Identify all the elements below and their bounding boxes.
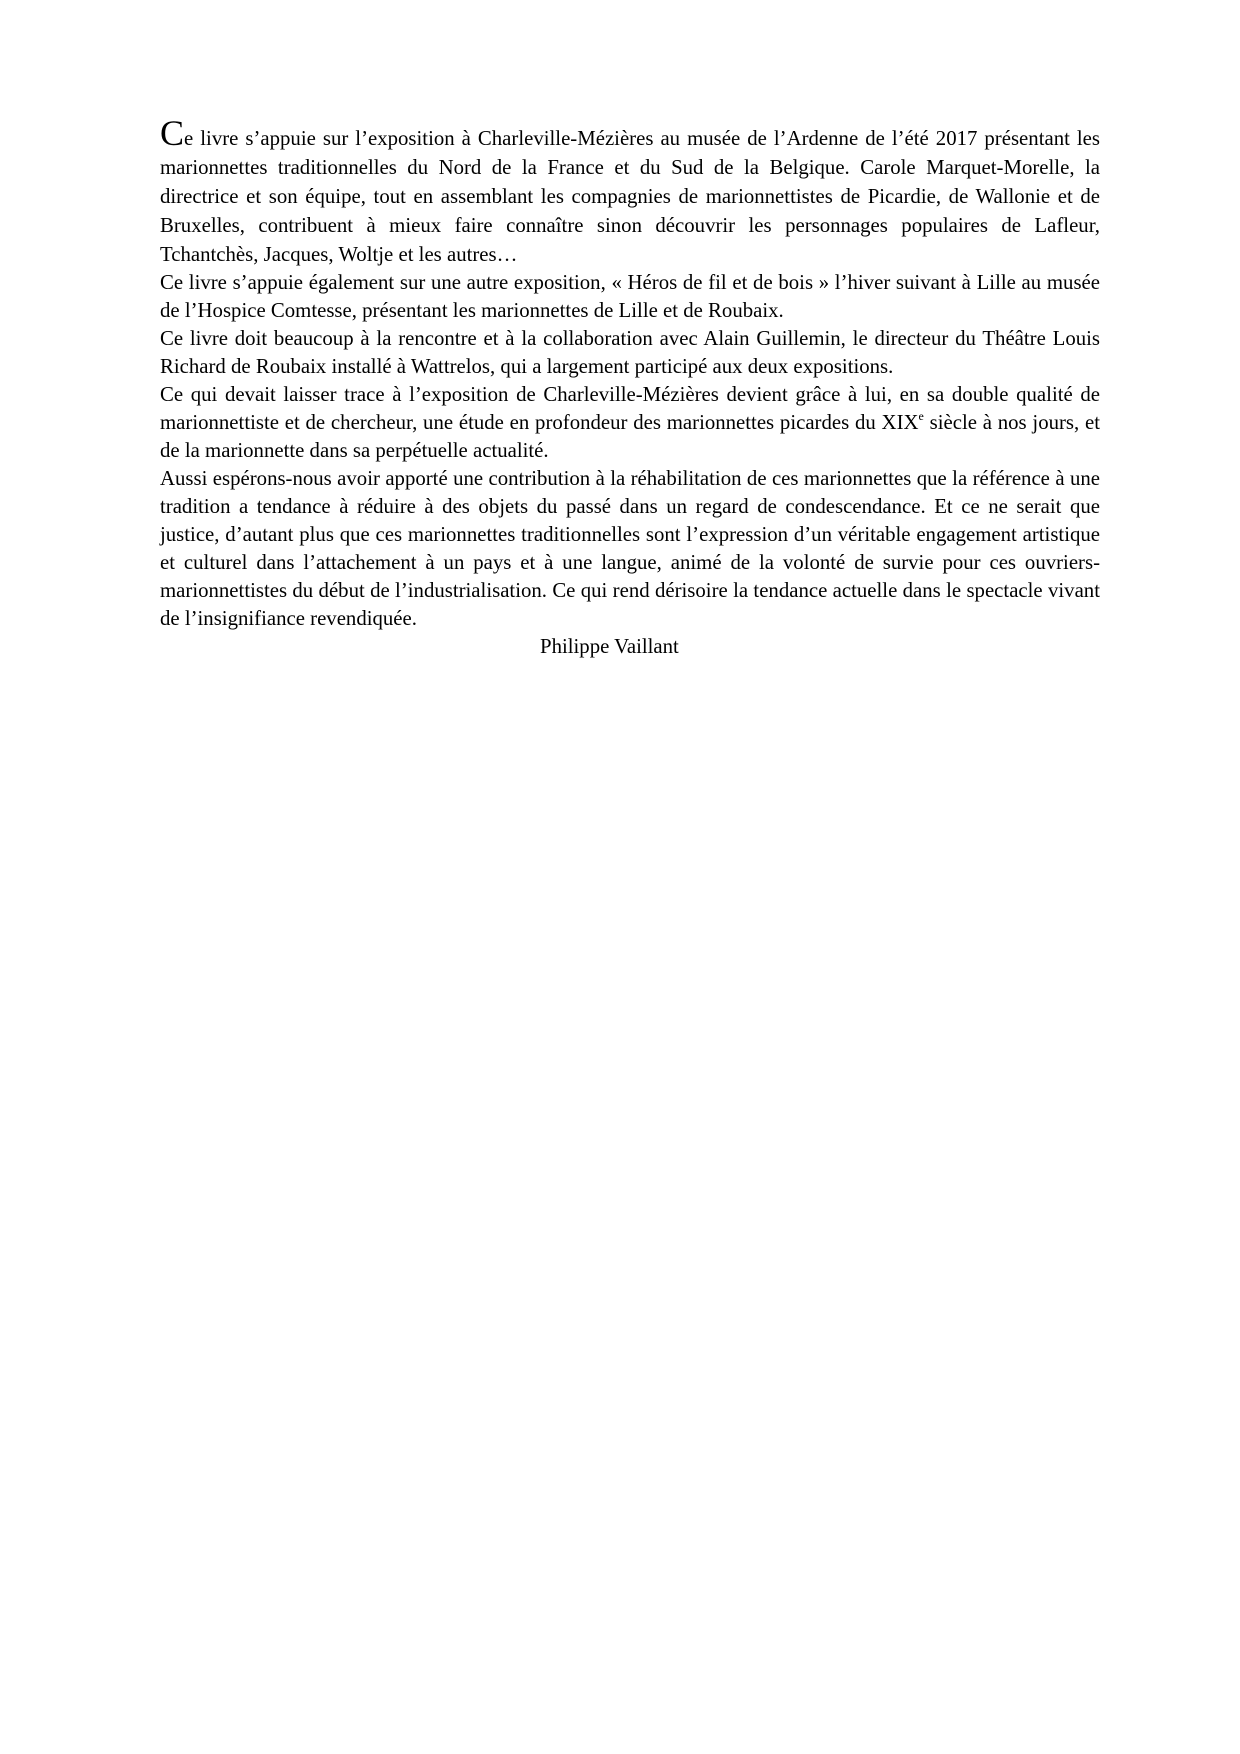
paragraph-2: Ce livre s’appuie également sur une autre exposition, « Héros de fil et de bois » l’hiver suivant à Lille au musée de l’Hospice Comtesse, présentant les marionnettes de Lille et de Roubaix. xyxy=(160,271,1100,322)
paragraph-4 xyxy=(160,381,1100,465)
author-signature: Philippe Vaillant xyxy=(540,635,679,658)
paragraph-3: Ce livre doit beaucoup à la rencontre et à la collaboration avec Alain Guillemin, le directeur du Théâtre Louis Richard de Roubaix installé à Wattrelos, qui a largement participé aux deux expositions. xyxy=(160,327,1100,378)
century-superscript: e xyxy=(918,409,924,423)
paragraph-4-text-before: Ce qui devait laisser trace à l’exposition de Charleville-Mézières devient grâce à lui, en sa double qualité de marionnettiste et de chercheur, une étude en profondeur des marionnettes picardes du XIX xyxy=(160,383,1100,434)
paragraph-1 xyxy=(160,113,1100,269)
document-page xyxy=(160,113,1100,661)
drop-cap: C xyxy=(160,113,185,153)
paragraph-5: Aussi espérons-nous avoir apporté une contribution à la réhabilitation de ces marionnettes que la référence à une tradition a tendance à réduire à des objets du passé dans un regard de condescendance. Et ce ne serait que justice, d’autant plus que ces marionnettes traditionnelles sont l’expression d’un véritable engagement artistique et culturel dans l’attachement à un pays et à une langue, animé de la volonté de survie pour ces ouvriers-marionnettistes du début de l’industrialisation. Ce qui rend dérisoire la tendance actuelle dans le spectacle vivant de l’insignifiance revendiquée. xyxy=(160,467,1100,630)
paragraph-4-text-after: siècle à nos jours, et de la marionnette dans sa perpétuelle actualité. xyxy=(160,411,1100,462)
paragraph-1-text: e livre s’appuie sur l’exposition à Charleville-Mézières au musée de l’Ardenne de l’été 2017 présentant les marionnettes traditionnelles du Nord de la France et du Sud de la Belgique. Carole Marquet-Morelle, la directrice et son équipe, tout en assemblant les compagnies de marionnettistes de Picardie, de Wallonie et de Bruxelles, contribuent à mieux faire connaître sinon découvrir les personnages populaires de Lafleur, Tchantchès, Jacques, Woltje et les autres… xyxy=(160,127,1100,266)
